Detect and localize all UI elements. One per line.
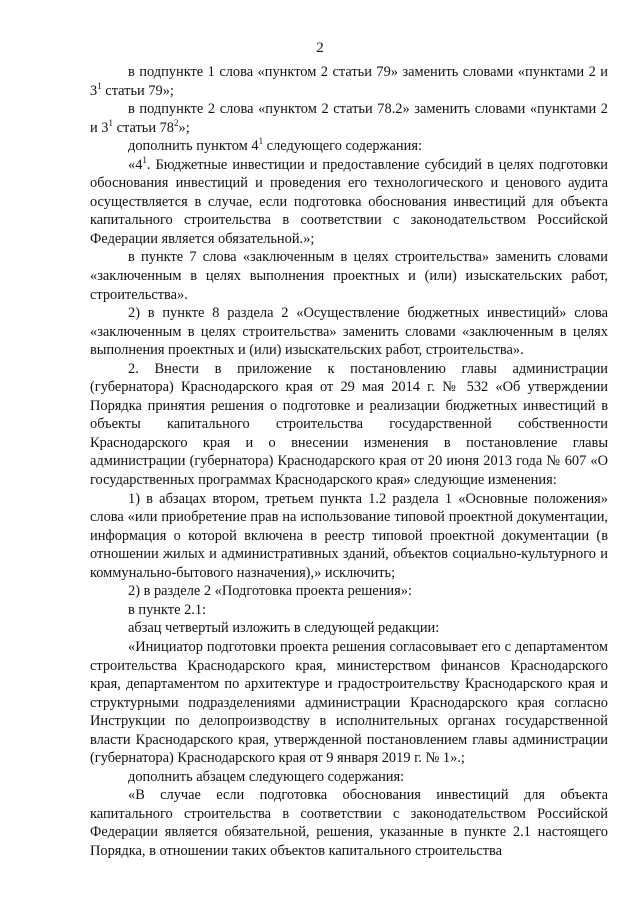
paragraph-change-2: 2) в разделе 2 «Подготовка проекта решения»: — [128, 583, 412, 600]
paragraph-item-2-1: в пункте 2.1: — [128, 601, 207, 618]
superscript: 2 — [174, 117, 179, 128]
paragraph-item-8: 2) в пункте 8 раздела 2 «Осуществление бюджетных инвестиций» слова «заключенным в целях строительства» заменить словами «заключенным в целях выполнения проектных и (или) изыскательских работ, строительства». — [90, 305, 608, 359]
paragraph-initiator-quote: «Инициатор подготовки проекта решения согласовывает его с департаментом строительства Краснодарского края, министерством финансов Краснодарского края, департаментом по архитектуре и градостроительству Краснодарского края и структурными подразделениями администрации Краснодарского края согласно Инструкции по делопроизводству в исполнительных органах государственной власти Краснодарского края, утвержденной постановлением главы администрации (губернатора) Краснодарского края от 9 января 2019 г. № 1».; — [90, 638, 608, 767]
superscript: 1 — [97, 80, 102, 91]
page-number: 2 — [316, 40, 324, 56]
superscript: 1 — [108, 117, 113, 128]
paragraph-subitem-2: в подпункте 2 слова «пунктом 2 статьи 78.2» заменить словами «пунктами 2 и $3^1$ статьи $78^2$»; — [90, 101, 608, 136]
document-body — [90, 63, 608, 861]
paragraph-change-1: 1) в абзацах втором, третьем пункта 1.2 раздела 1 «Основные положения» слова «или приобретение прав на использование типовой проектной документации, информация о которой включена в реестр типовой проектной документации (в отношении жилых и административных зданий, объектов социально-культурного и коммунально-бытового назначения),» исключить; — [90, 490, 608, 581]
paragraph-add-abzac: дополнить абзацем следующего содержания: — [128, 768, 405, 785]
paragraph-case-quote: «В случае если подготовка обоснования инвестиций для объекта капитального строительства в соответствии с законодательством Российской Федерации является обязательной, решения, указанные в пункте 2.1 настоящего Порядка, в отношении таких объектов капитального строительства — [90, 787, 608, 859]
paragraph-item-7: в пункте 7 слова «заключенным в целях строительства» заменить словами «заключенным в целях выполнения проектных и (или) изыскательских работ, строительства». — [90, 249, 608, 303]
superscript: 1 — [142, 154, 147, 165]
paragraph-abzac-4: абзац четвертый изложить в следующей редакции: — [128, 620, 440, 637]
paragraph-subitem-1: в подпункте 1 слова «пунктом 2 статьи 79» заменить словами «пунктами 2 и $3^1$ статьи 79»; — [90, 64, 608, 99]
superscript: 1 — [258, 136, 264, 147]
paragraph-section-2: 2. Внести в приложение к постановлению главы администрации (губернатора) Краснодарского края от 29 мая 2014 г. № 532 «Об утверждении Порядка принятия решения о подготовке и реализации бюджетных инвестиций в объекты капитального строительства государственной собственности Краснодарского края и о внесении изменения в постановление главы администрации (губернатора) Краснодарского края от 20 июня 2013 года № 607 «О государственных программах Краснодарского края» следующие изменения: — [90, 360, 608, 489]
paragraph-add-item: дополнить пунктом $4^1$ следующего содержания: — [128, 136, 422, 155]
paragraph-item-4-1: «$4^1$. Бюджетные инвестиции и предоставление субсидий в целях подготовки обоснования инвестиций и проведения его технологического и ценового аудита осуществляется в случае, если подготовка обоснования инвестиций для объекта капитального строительства в соответствии с законодательством Российской Федерации является обязательной.»; — [90, 154, 608, 247]
